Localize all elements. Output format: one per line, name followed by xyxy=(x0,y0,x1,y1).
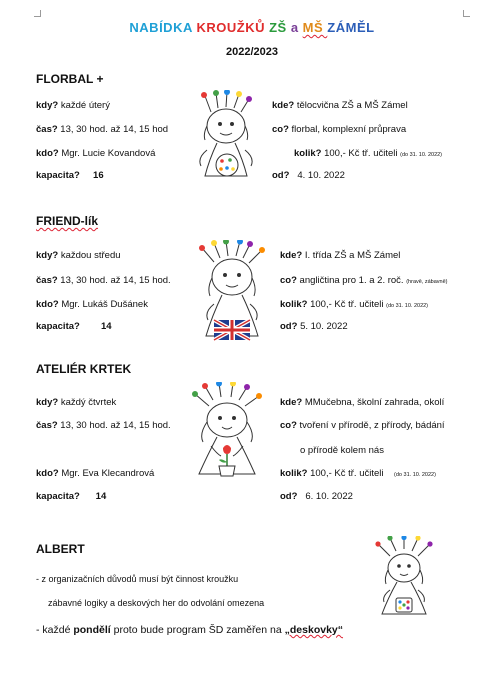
friend-od xyxy=(280,321,348,332)
florbal-kdy xyxy=(36,100,110,111)
title-part: NABÍDKA xyxy=(129,20,197,35)
text: - každé xyxy=(36,624,74,636)
section-title-friend xyxy=(36,214,98,228)
atelier-kolik xyxy=(280,468,436,479)
text-emphasis: pondělí xyxy=(73,624,111,636)
value: tvoření v přírodě, z přírody, bádání xyxy=(299,420,445,431)
friend-co xyxy=(280,275,448,286)
value: 100,- Kč tř. učiteli xyxy=(310,468,384,479)
value: Mgr. Lukáš Dušánek xyxy=(61,299,148,310)
atelier-cas xyxy=(36,420,171,431)
label: co? xyxy=(272,124,289,135)
title-part: MŠ xyxy=(302,20,328,35)
girl-with-flag-illustration xyxy=(188,240,276,346)
florbal-od xyxy=(272,170,345,181)
albert-line-3 xyxy=(36,624,343,636)
label: čas? xyxy=(36,275,58,286)
atelier-kdo xyxy=(36,468,154,479)
atelier-od xyxy=(280,491,353,502)
label: od? xyxy=(272,170,290,181)
atelier-co-continued: o přírodě kolem nás xyxy=(300,445,384,456)
value: každé úterý xyxy=(60,100,110,111)
label: kdy? xyxy=(36,250,59,261)
florbal-kdo xyxy=(36,148,155,159)
value: 13, 30 hod. až 14, 15 hod. xyxy=(60,275,171,286)
page-title xyxy=(0,20,504,35)
value: 5. 10. 2022 xyxy=(300,321,348,332)
girl-with-dice-illustration xyxy=(368,536,440,622)
title-part: ZÁMĚL xyxy=(327,20,375,35)
label: kdy? xyxy=(36,397,59,408)
value: I. třída ZŠ a MŠ Zámel xyxy=(304,250,401,261)
section-title-text: FRIEND-lík xyxy=(36,214,99,228)
margin-mark-right xyxy=(463,10,470,17)
section-title-albert: ALBERT xyxy=(36,542,85,556)
note: (do 31. 10. 2022) xyxy=(386,303,429,309)
title-part: ZŠ xyxy=(269,20,291,35)
label: kolik? xyxy=(280,299,308,310)
friend-kapacita xyxy=(36,321,112,332)
florbal-cas xyxy=(36,124,168,135)
albert-line-1: - z organizačních důvodů musí být činnost kroužku xyxy=(36,574,239,584)
title-part: KROUŽKŮ xyxy=(196,20,270,35)
florbal-kde xyxy=(272,100,408,111)
value: MMučebna, školní zahrada, okolí xyxy=(304,397,445,408)
value: 100,- Kč tř. učiteli xyxy=(310,299,384,310)
label: kde? xyxy=(272,100,295,111)
value: florbal, komplexní průprava xyxy=(291,124,407,135)
florbal-kolik xyxy=(294,148,442,159)
friend-kde xyxy=(280,250,400,261)
label: kdo? xyxy=(36,299,59,310)
value: 100,- Kč tř. učiteli xyxy=(324,148,398,159)
note: (do 31. 10. 2022) xyxy=(400,152,443,158)
note: (do 31. 10. 2022) xyxy=(394,472,436,478)
friend-kdy xyxy=(36,250,121,261)
value: 13, 30 hod. až 14, 15 hod xyxy=(60,124,169,135)
friend-cas xyxy=(36,275,171,286)
label: kdo? xyxy=(36,148,59,159)
girl-with-ball-illustration xyxy=(183,90,269,194)
label: od? xyxy=(280,321,298,332)
dice-icon xyxy=(396,598,412,612)
school-year: 2022/2023 xyxy=(226,46,278,58)
text-emphasis: „deskovky“ xyxy=(284,624,344,636)
value: každou středu xyxy=(60,250,121,261)
note: (hravě, zábavně) xyxy=(406,279,448,285)
girl-with-flower-illustration xyxy=(183,382,273,486)
florbal-co xyxy=(272,124,406,135)
friend-kdo xyxy=(36,299,148,310)
text: proto bude program ŠD zaměřen na xyxy=(110,624,285,636)
label: čas? xyxy=(36,420,58,431)
label: kdo? xyxy=(36,468,59,479)
label: kde? xyxy=(280,250,303,261)
friend-kolik xyxy=(280,299,428,310)
margin-mark-left xyxy=(34,10,41,17)
label: kolik? xyxy=(280,468,308,479)
label: co? xyxy=(280,275,297,286)
label: od? xyxy=(280,491,298,502)
uk-flag-icon xyxy=(214,320,250,340)
value: 16 xyxy=(93,170,104,181)
florbal-kapacita xyxy=(36,170,104,181)
label: kde? xyxy=(280,397,303,408)
value: 4. 10. 2022 xyxy=(297,170,345,181)
label: čas? xyxy=(36,124,58,135)
label: kdy? xyxy=(36,100,59,111)
value: angličtina pro 1. a 2. roč. xyxy=(299,275,404,286)
value: 6. 10. 2022 xyxy=(305,491,353,502)
section-title-atelier: ATELIÉR KRTEK xyxy=(36,362,132,376)
flower-pot-icon xyxy=(219,445,235,476)
value: 13, 30 hod. až 14, 15 hod. xyxy=(60,420,171,431)
value: tělocvična ZŠ a MŠ Zámel xyxy=(296,100,408,111)
value: každý čtvrtek xyxy=(60,397,117,408)
atelier-kdy xyxy=(36,397,116,408)
value: 14 xyxy=(100,321,112,332)
atelier-kde xyxy=(280,397,444,408)
value: Mgr. Lucie Kovandová xyxy=(61,148,156,159)
label: kapacita? xyxy=(36,321,80,332)
atelier-co xyxy=(280,420,445,431)
albert-line-2: zábavné logiky a deskových her do odvolání omezena xyxy=(48,598,265,608)
section-title-florbal: FLORBAL + xyxy=(36,72,104,86)
label: co? xyxy=(280,420,297,431)
label: kapacita? xyxy=(36,170,80,181)
label: kolik? xyxy=(294,148,322,159)
value: 14 xyxy=(95,491,107,502)
atelier-kapacita xyxy=(36,491,106,502)
label: kapacita? xyxy=(36,491,80,502)
value: Mgr. Eva Klecandrová xyxy=(61,468,155,479)
title-part: a xyxy=(290,20,303,35)
